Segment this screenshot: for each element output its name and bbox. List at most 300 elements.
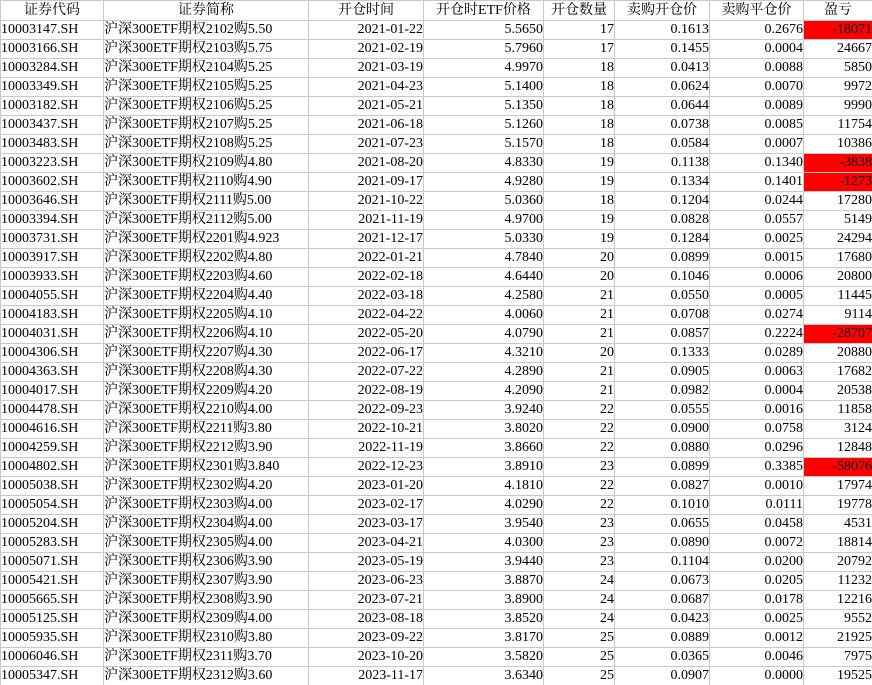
cell-profit-loss[interactable]: 12848 bbox=[804, 439, 872, 458]
cell-open-quantity[interactable]: 23 bbox=[544, 458, 615, 477]
cell-security-code[interactable]: 10005935.SH bbox=[1, 629, 104, 648]
cell-sell-call-close-price[interactable]: 0.0007 bbox=[710, 135, 804, 154]
cell-etf-price-at-open[interactable]: 4.8330 bbox=[424, 154, 544, 173]
col-header-sell-call-open-price[interactable]: 卖购开仓价 bbox=[615, 1, 710, 21]
cell-sell-call-close-price[interactable]: 0.0000 bbox=[710, 667, 804, 685]
cell-etf-price-at-open[interactable]: 3.9540 bbox=[424, 515, 544, 534]
cell-security-code[interactable]: 10005347.SH bbox=[1, 667, 104, 685]
cell-security-name[interactable]: 沪深300ETF期权2203购4.60 bbox=[104, 268, 309, 287]
col-header-sell-call-close-price[interactable]: 卖购平仓价 bbox=[710, 1, 804, 21]
cell-security-name[interactable]: 沪深300ETF期权2111购5.00 bbox=[104, 192, 309, 211]
cell-security-code[interactable]: 10005283.SH bbox=[1, 534, 104, 553]
cell-open-quantity[interactable]: 19 bbox=[544, 230, 615, 249]
cell-profit-loss[interactable]: 17280 bbox=[804, 192, 872, 211]
table-row bbox=[1, 287, 872, 306]
cell-etf-price-at-open[interactable]: 3.8900 bbox=[424, 591, 544, 610]
cell-etf-price-at-open[interactable]: 3.8660 bbox=[424, 439, 544, 458]
cell-security-name[interactable]: 沪深300ETF期权2104购5.25 bbox=[104, 59, 309, 78]
cell-security-code[interactable]: 10003394.SH bbox=[1, 211, 104, 230]
cell-sell-call-close-price[interactable]: 0.0089 bbox=[710, 97, 804, 116]
cell-sell-call-close-price[interactable]: 0.0006 bbox=[710, 268, 804, 287]
cell-security-code[interactable]: 10004616.SH bbox=[1, 420, 104, 439]
cell-open-quantity[interactable]: 20 bbox=[544, 249, 615, 268]
col-header-security-name[interactable]: 证券简称 bbox=[104, 1, 309, 21]
cell-open-quantity[interactable]: 22 bbox=[544, 401, 615, 420]
cell-security-code[interactable]: 10003933.SH bbox=[1, 268, 104, 287]
cell-sell-call-open-price[interactable]: 0.1104 bbox=[615, 553, 710, 572]
cell-security-name[interactable]: 沪深300ETF期权2107购5.25 bbox=[104, 116, 309, 135]
cell-sell-call-open-price[interactable]: 0.1138 bbox=[615, 154, 710, 173]
cell-open-date[interactable]: 2023-05-19 bbox=[309, 553, 424, 572]
cell-sell-call-close-price[interactable]: 0.0178 bbox=[710, 591, 804, 610]
cell-sell-call-close-price[interactable]: 0.2676 bbox=[710, 21, 804, 40]
cell-security-code[interactable]: 10004183.SH bbox=[1, 306, 104, 325]
cell-etf-price-at-open[interactable]: 5.0330 bbox=[424, 230, 544, 249]
cell-security-code[interactable]: 10003731.SH bbox=[1, 230, 104, 249]
cell-open-quantity[interactable]: 25 bbox=[544, 648, 615, 667]
cell-open-quantity[interactable]: 18 bbox=[544, 135, 615, 154]
cell-sell-call-open-price[interactable]: 0.0708 bbox=[615, 306, 710, 325]
cell-profit-loss[interactable]: 11445 bbox=[804, 287, 872, 306]
cell-open-quantity[interactable]: 21 bbox=[544, 382, 615, 401]
cell-etf-price-at-open[interactable]: 4.0060 bbox=[424, 306, 544, 325]
cell-etf-price-at-open[interactable]: 3.8170 bbox=[424, 629, 544, 648]
cell-etf-price-at-open[interactable]: 4.9280 bbox=[424, 173, 544, 192]
cell-open-date[interactable]: 2023-02-17 bbox=[309, 496, 424, 515]
cell-security-code[interactable]: 10006046.SH bbox=[1, 648, 104, 667]
cell-sell-call-open-price[interactable]: 0.0857 bbox=[615, 325, 710, 344]
cell-open-quantity[interactable]: 20 bbox=[544, 268, 615, 287]
cell-security-name[interactable]: 沪深300ETF期权2309购4.00 bbox=[104, 610, 309, 629]
cell-open-date[interactable]: 2022-07-22 bbox=[309, 363, 424, 382]
cell-sell-call-close-price[interactable]: 0.0274 bbox=[710, 306, 804, 325]
cell-security-name[interactable]: 沪深300ETF期权2212购3.90 bbox=[104, 439, 309, 458]
cell-sell-call-open-price[interactable]: 0.0880 bbox=[615, 439, 710, 458]
cell-sell-call-close-price[interactable]: 0.0025 bbox=[710, 610, 804, 629]
cell-profit-loss[interactable]: 7975 bbox=[804, 648, 872, 667]
cell-open-date[interactable]: 2021-10-22 bbox=[309, 192, 424, 211]
table-row bbox=[1, 135, 872, 154]
table-row bbox=[1, 496, 872, 515]
cell-profit-loss[interactable]: 9552 bbox=[804, 610, 872, 629]
cell-open-quantity[interactable]: 25 bbox=[544, 629, 615, 648]
cell-etf-price-at-open[interactable]: 4.2890 bbox=[424, 363, 544, 382]
col-header-etf-price-at-open[interactable]: 开仓时ETF价格 bbox=[424, 1, 544, 21]
cell-sell-call-open-price[interactable]: 0.0907 bbox=[615, 667, 710, 685]
cell-security-code[interactable]: 10003147.SH bbox=[1, 21, 104, 40]
cell-etf-price-at-open[interactable]: 4.0300 bbox=[424, 534, 544, 553]
cell-sell-call-close-price[interactable]: 0.0244 bbox=[710, 192, 804, 211]
cell-sell-call-open-price[interactable]: 0.1613 bbox=[615, 21, 710, 40]
cell-profit-loss[interactable]: -28707 bbox=[804, 325, 872, 344]
cell-open-quantity[interactable]: 22 bbox=[544, 477, 615, 496]
cell-security-code[interactable]: 10004017.SH bbox=[1, 382, 104, 401]
table-row bbox=[1, 249, 872, 268]
cell-sell-call-open-price[interactable]: 0.0889 bbox=[615, 629, 710, 648]
cell-open-quantity[interactable]: 23 bbox=[544, 534, 615, 553]
cell-sell-call-close-price[interactable]: 0.1401 bbox=[710, 173, 804, 192]
cell-profit-loss[interactable]: 4531 bbox=[804, 515, 872, 534]
cell-sell-call-open-price[interactable]: 0.0899 bbox=[615, 458, 710, 477]
cell-etf-price-at-open[interactable]: 3.6340 bbox=[424, 667, 544, 685]
cell-profit-loss[interactable]: -1273 bbox=[804, 173, 872, 192]
cell-sell-call-open-price[interactable]: 0.1010 bbox=[615, 496, 710, 515]
cell-etf-price-at-open[interactable]: 4.2090 bbox=[424, 382, 544, 401]
cell-sell-call-close-price[interactable]: 0.0070 bbox=[710, 78, 804, 97]
cell-etf-price-at-open[interactable]: 4.1810 bbox=[424, 477, 544, 496]
cell-security-name[interactable]: 沪深300ETF期权2307购3.90 bbox=[104, 572, 309, 591]
cell-sell-call-open-price[interactable]: 0.0644 bbox=[615, 97, 710, 116]
cell-profit-loss[interactable]: 20792 bbox=[804, 553, 872, 572]
cell-sell-call-open-price[interactable]: 0.0655 bbox=[615, 515, 710, 534]
cell-open-quantity[interactable]: 17 bbox=[544, 40, 615, 59]
cell-security-name[interactable]: 沪深300ETF期权2303购4.00 bbox=[104, 496, 309, 515]
cell-open-date[interactable]: 2021-01-22 bbox=[309, 21, 424, 40]
cell-security-name[interactable]: 沪深300ETF期权2108购5.25 bbox=[104, 135, 309, 154]
cell-sell-call-close-price[interactable]: 0.1340 bbox=[710, 154, 804, 173]
cell-profit-loss[interactable]: 20800 bbox=[804, 268, 872, 287]
cell-open-date[interactable]: 2022-12-23 bbox=[309, 458, 424, 477]
cell-profit-loss[interactable]: 5149 bbox=[804, 211, 872, 230]
cell-open-quantity[interactable]: 22 bbox=[544, 420, 615, 439]
table-row bbox=[1, 420, 872, 439]
cell-security-name[interactable]: 沪深300ETF期权2311购3.70 bbox=[104, 648, 309, 667]
cell-profit-loss[interactable]: 5850 bbox=[804, 59, 872, 78]
cell-security-name[interactable]: 沪深300ETF期权2109购4.80 bbox=[104, 154, 309, 173]
cell-open-date[interactable]: 2022-01-21 bbox=[309, 249, 424, 268]
cell-sell-call-open-price[interactable]: 0.0687 bbox=[615, 591, 710, 610]
cell-sell-call-open-price[interactable]: 0.1284 bbox=[615, 230, 710, 249]
cell-sell-call-close-price[interactable]: 0.0005 bbox=[710, 287, 804, 306]
cell-profit-loss[interactable]: 9972 bbox=[804, 78, 872, 97]
cell-security-name[interactable]: 沪深300ETF期权2105购5.25 bbox=[104, 78, 309, 97]
cell-profit-loss[interactable]: 20538 bbox=[804, 382, 872, 401]
cell-security-code[interactable]: 10005665.SH bbox=[1, 591, 104, 610]
cell-security-name[interactable]: 沪深300ETF期权2211购3.80 bbox=[104, 420, 309, 439]
cell-open-date[interactable]: 2022-06-17 bbox=[309, 344, 424, 363]
cell-security-code[interactable]: 10004478.SH bbox=[1, 401, 104, 420]
cell-open-date[interactable]: 2023-08-18 bbox=[309, 610, 424, 629]
cell-sell-call-close-price[interactable]: 0.0063 bbox=[710, 363, 804, 382]
cell-profit-loss[interactable]: 19778 bbox=[804, 496, 872, 515]
cell-security-code[interactable]: 10005071.SH bbox=[1, 553, 104, 572]
cell-profit-loss[interactable]: 17974 bbox=[804, 477, 872, 496]
cell-security-code[interactable]: 10003284.SH bbox=[1, 59, 104, 78]
table-row bbox=[1, 382, 872, 401]
cell-security-name[interactable]: 沪深300ETF期权2308购3.90 bbox=[104, 591, 309, 610]
cell-open-quantity[interactable]: 17 bbox=[544, 21, 615, 40]
cell-open-date[interactable]: 2022-03-18 bbox=[309, 287, 424, 306]
cell-open-quantity[interactable]: 21 bbox=[544, 306, 615, 325]
cell-security-code[interactable]: 10005038.SH bbox=[1, 477, 104, 496]
cell-etf-price-at-open[interactable]: 5.1400 bbox=[424, 78, 544, 97]
cell-security-name[interactable]: 沪深300ETF期权2302购4.20 bbox=[104, 477, 309, 496]
cell-security-name[interactable]: 沪深300ETF期权2110购4.90 bbox=[104, 173, 309, 192]
cell-security-code[interactable]: 10003646.SH bbox=[1, 192, 104, 211]
cell-open-quantity[interactable]: 21 bbox=[544, 363, 615, 382]
cell-etf-price-at-open[interactable]: 5.5650 bbox=[424, 21, 544, 40]
cell-security-code[interactable]: 10004363.SH bbox=[1, 363, 104, 382]
cell-security-code[interactable]: 10003349.SH bbox=[1, 78, 104, 97]
cell-sell-call-open-price[interactable]: 0.1333 bbox=[615, 344, 710, 363]
cell-security-code[interactable]: 10003437.SH bbox=[1, 116, 104, 135]
cell-open-date[interactable]: 2022-02-18 bbox=[309, 268, 424, 287]
col-header-open-quantity[interactable]: 开仓数量 bbox=[544, 1, 615, 21]
cell-open-date[interactable]: 2021-02-19 bbox=[309, 40, 424, 59]
cell-open-quantity[interactable]: 18 bbox=[544, 116, 615, 135]
cell-security-code[interactable]: 10005204.SH bbox=[1, 515, 104, 534]
cell-security-name[interactable]: 沪深300ETF期权2106购5.25 bbox=[104, 97, 309, 116]
cell-open-quantity[interactable]: 23 bbox=[544, 515, 615, 534]
cell-open-quantity[interactable]: 20 bbox=[544, 344, 615, 363]
cell-security-code[interactable]: 10004259.SH bbox=[1, 439, 104, 458]
cell-open-quantity[interactable]: 25 bbox=[544, 667, 615, 685]
cell-open-date[interactable]: 2023-09-22 bbox=[309, 629, 424, 648]
cell-open-date[interactable]: 2023-04-21 bbox=[309, 534, 424, 553]
cell-open-date[interactable]: 2021-08-20 bbox=[309, 154, 424, 173]
cell-profit-loss[interactable]: -3838 bbox=[804, 154, 872, 173]
cell-etf-price-at-open[interactable]: 4.7840 bbox=[424, 249, 544, 268]
cell-security-name[interactable]: 沪深300ETF期权2204购4.40 bbox=[104, 287, 309, 306]
cell-open-date[interactable]: 2021-07-23 bbox=[309, 135, 424, 154]
cell-open-date[interactable]: 2021-12-17 bbox=[309, 230, 424, 249]
cell-open-date[interactable]: 2022-10-21 bbox=[309, 420, 424, 439]
cell-sell-call-close-price[interactable]: 0.0085 bbox=[710, 116, 804, 135]
cell-open-quantity[interactable]: 24 bbox=[544, 610, 615, 629]
cell-etf-price-at-open[interactable]: 5.1260 bbox=[424, 116, 544, 135]
cell-profit-loss[interactable]: 21925 bbox=[804, 629, 872, 648]
cell-sell-call-open-price[interactable]: 0.1204 bbox=[615, 192, 710, 211]
cell-sell-call-open-price[interactable]: 0.0365 bbox=[615, 648, 710, 667]
cell-security-name[interactable]: 沪深300ETF期权2206购4.10 bbox=[104, 325, 309, 344]
cell-sell-call-close-price[interactable]: 0.0205 bbox=[710, 572, 804, 591]
cell-sell-call-close-price[interactable]: 0.3385 bbox=[710, 458, 804, 477]
table-row bbox=[1, 154, 872, 173]
cell-open-date[interactable]: 2023-06-23 bbox=[309, 572, 424, 591]
cell-open-date[interactable]: 2021-06-18 bbox=[309, 116, 424, 135]
cell-etf-price-at-open[interactable]: 4.0790 bbox=[424, 325, 544, 344]
cell-security-code[interactable]: 10003166.SH bbox=[1, 40, 104, 59]
cell-etf-price-at-open[interactable]: 4.6440 bbox=[424, 268, 544, 287]
cell-open-date[interactable]: 2022-04-22 bbox=[309, 306, 424, 325]
table-row bbox=[1, 21, 872, 40]
cell-open-quantity[interactable]: 18 bbox=[544, 78, 615, 97]
cell-sell-call-open-price[interactable]: 0.1455 bbox=[615, 40, 710, 59]
cell-sell-call-open-price[interactable]: 0.0584 bbox=[615, 135, 710, 154]
cell-profit-loss[interactable]: 19525 bbox=[804, 667, 872, 685]
cell-open-quantity[interactable]: 22 bbox=[544, 439, 615, 458]
cell-profit-loss[interactable]: 18814 bbox=[804, 534, 872, 553]
cell-etf-price-at-open[interactable]: 3.8520 bbox=[424, 610, 544, 629]
cell-open-date[interactable]: 2022-05-20 bbox=[309, 325, 424, 344]
cell-sell-call-close-price[interactable]: 0.0004 bbox=[710, 40, 804, 59]
cell-open-date[interactable]: 2023-01-20 bbox=[309, 477, 424, 496]
cell-security-code[interactable]: 10003483.SH bbox=[1, 135, 104, 154]
cell-etf-price-at-open[interactable]: 4.3210 bbox=[424, 344, 544, 363]
cell-open-date[interactable]: 2021-11-19 bbox=[309, 211, 424, 230]
cell-sell-call-open-price[interactable]: 0.0550 bbox=[615, 287, 710, 306]
cell-profit-loss[interactable]: 24294 bbox=[804, 230, 872, 249]
cell-sell-call-open-price[interactable]: 0.0982 bbox=[615, 382, 710, 401]
cell-etf-price-at-open[interactable]: 5.7960 bbox=[424, 40, 544, 59]
cell-sell-call-close-price[interactable]: 0.0072 bbox=[710, 534, 804, 553]
cell-security-name[interactable]: 沪深300ETF期权2312购3.60 bbox=[104, 667, 309, 685]
cell-security-name[interactable]: 沪深300ETF期权2205购4.10 bbox=[104, 306, 309, 325]
cell-etf-price-at-open[interactable]: 5.0360 bbox=[424, 192, 544, 211]
cell-security-name[interactable]: 沪深300ETF期权2305购4.00 bbox=[104, 534, 309, 553]
cell-sell-call-close-price[interactable]: 0.0012 bbox=[710, 629, 804, 648]
cell-etf-price-at-open[interactable]: 3.9440 bbox=[424, 553, 544, 572]
cell-etf-price-at-open[interactable]: 3.9240 bbox=[424, 401, 544, 420]
cell-profit-loss[interactable]: 9114 bbox=[804, 306, 872, 325]
cell-sell-call-open-price[interactable]: 0.0555 bbox=[615, 401, 710, 420]
cell-profit-loss[interactable]: 10386 bbox=[804, 135, 872, 154]
cell-security-name[interactable]: 沪深300ETF期权2207购4.30 bbox=[104, 344, 309, 363]
cell-security-code[interactable]: 10003223.SH bbox=[1, 154, 104, 173]
cell-sell-call-open-price[interactable]: 0.0738 bbox=[615, 116, 710, 135]
cell-sell-call-open-price[interactable]: 0.0423 bbox=[615, 610, 710, 629]
cell-open-date[interactable]: 2022-08-19 bbox=[309, 382, 424, 401]
table-row bbox=[1, 648, 872, 667]
cell-security-name[interactable]: 沪深300ETF期权2210购4.00 bbox=[104, 401, 309, 420]
cell-sell-call-open-price[interactable]: 0.1334 bbox=[615, 173, 710, 192]
cell-etf-price-at-open[interactable]: 3.8870 bbox=[424, 572, 544, 591]
cell-security-name[interactable]: 沪深300ETF期权2112购5.00 bbox=[104, 211, 309, 230]
cell-sell-call-close-price[interactable]: 0.0016 bbox=[710, 401, 804, 420]
cell-sell-call-close-price[interactable]: 0.0200 bbox=[710, 553, 804, 572]
cell-sell-call-close-price[interactable]: 0.0015 bbox=[710, 249, 804, 268]
col-header-security-code[interactable]: 证券代码 bbox=[1, 1, 104, 21]
cell-sell-call-close-price[interactable]: 0.0010 bbox=[710, 477, 804, 496]
cell-profit-loss[interactable]: 11858 bbox=[804, 401, 872, 420]
cell-sell-call-close-price[interactable]: 0.0088 bbox=[710, 59, 804, 78]
cell-sell-call-close-price[interactable]: 0.0557 bbox=[710, 211, 804, 230]
cell-etf-price-at-open[interactable]: 3.5820 bbox=[424, 648, 544, 667]
cell-security-name[interactable]: 沪深300ETF期权2102购5.50 bbox=[104, 21, 309, 40]
cell-profit-loss[interactable]: 20880 bbox=[804, 344, 872, 363]
cell-open-quantity[interactable]: 18 bbox=[544, 59, 615, 78]
cell-sell-call-close-price[interactable]: 0.0758 bbox=[710, 420, 804, 439]
cell-security-name[interactable]: 沪深300ETF期权2208购4.30 bbox=[104, 363, 309, 382]
cell-sell-call-open-price[interactable]: 0.0413 bbox=[615, 59, 710, 78]
cell-sell-call-open-price[interactable]: 0.0899 bbox=[615, 249, 710, 268]
cell-etf-price-at-open[interactable]: 3.8020 bbox=[424, 420, 544, 439]
cell-open-quantity[interactable]: 23 bbox=[544, 553, 615, 572]
cell-profit-loss[interactable]: -58076 bbox=[804, 458, 872, 477]
cell-sell-call-close-price[interactable]: 0.0025 bbox=[710, 230, 804, 249]
cell-open-quantity[interactable]: 18 bbox=[544, 192, 615, 211]
cell-open-date[interactable]: 2021-09-17 bbox=[309, 173, 424, 192]
cell-security-name[interactable]: 沪深300ETF期权2304购4.00 bbox=[104, 515, 309, 534]
table-row bbox=[1, 439, 872, 458]
cell-open-quantity[interactable]: 19 bbox=[544, 211, 615, 230]
cell-security-name[interactable]: 沪深300ETF期权2301购3.840 bbox=[104, 458, 309, 477]
cell-profit-loss[interactable]: 11754 bbox=[804, 116, 872, 135]
cell-open-date[interactable]: 2023-03-17 bbox=[309, 515, 424, 534]
cell-etf-price-at-open[interactable]: 4.0290 bbox=[424, 496, 544, 515]
cell-profit-loss[interactable]: 11232 bbox=[804, 572, 872, 591]
cell-open-quantity[interactable]: 24 bbox=[544, 572, 615, 591]
cell-profit-loss[interactable]: 9990 bbox=[804, 97, 872, 116]
col-header-profit-loss[interactable]: 盈亏 bbox=[804, 1, 872, 21]
cell-sell-call-close-price[interactable]: 0.0296 bbox=[710, 439, 804, 458]
cell-open-quantity[interactable]: 21 bbox=[544, 287, 615, 306]
cell-security-code[interactable]: 10003602.SH bbox=[1, 173, 104, 192]
cell-open-quantity[interactable]: 21 bbox=[544, 325, 615, 344]
cell-security-name[interactable]: 沪深300ETF期权2202购4.80 bbox=[104, 249, 309, 268]
cell-open-date[interactable]: 2021-05-21 bbox=[309, 97, 424, 116]
cell-sell-call-close-price[interactable]: 0.0458 bbox=[710, 515, 804, 534]
cell-open-date[interactable]: 2021-04-23 bbox=[309, 78, 424, 97]
cell-security-code[interactable]: 10004306.SH bbox=[1, 344, 104, 363]
cell-sell-call-open-price[interactable]: 0.1046 bbox=[615, 268, 710, 287]
cell-open-date[interactable]: 2023-11-17 bbox=[309, 667, 424, 685]
cell-etf-price-at-open[interactable]: 4.9700 bbox=[424, 211, 544, 230]
cell-etf-price-at-open[interactable]: 4.2580 bbox=[424, 287, 544, 306]
cell-security-code[interactable]: 10004031.SH bbox=[1, 325, 104, 344]
cell-security-code[interactable]: 10004802.SH bbox=[1, 458, 104, 477]
cell-security-name[interactable]: 沪深300ETF期权2209购4.20 bbox=[104, 382, 309, 401]
cell-sell-call-open-price[interactable]: 0.0828 bbox=[615, 211, 710, 230]
cell-etf-price-at-open[interactable]: 3.8910 bbox=[424, 458, 544, 477]
cell-open-date[interactable]: 2021-03-19 bbox=[309, 59, 424, 78]
cell-profit-loss[interactable]: -18071 bbox=[804, 21, 872, 40]
cell-security-name[interactable]: 沪深300ETF期权2103购5.75 bbox=[104, 40, 309, 59]
cell-security-code[interactable]: 10003917.SH bbox=[1, 249, 104, 268]
cell-sell-call-close-price[interactable]: 0.0004 bbox=[710, 382, 804, 401]
col-header-open-date[interactable]: 开仓时间 bbox=[309, 1, 424, 21]
cell-security-code[interactable]: 10005054.SH bbox=[1, 496, 104, 515]
cell-sell-call-open-price[interactable]: 0.0827 bbox=[615, 477, 710, 496]
cell-open-quantity[interactable]: 22 bbox=[544, 496, 615, 515]
cell-sell-call-open-price[interactable]: 0.0890 bbox=[615, 534, 710, 553]
cell-etf-price-at-open[interactable]: 4.9970 bbox=[424, 59, 544, 78]
table-row bbox=[1, 211, 872, 230]
cell-security-code[interactable]: 10003182.SH bbox=[1, 97, 104, 116]
cell-etf-price-at-open[interactable]: 5.1570 bbox=[424, 135, 544, 154]
cell-security-name[interactable]: 沪深300ETF期权2201购4.923 bbox=[104, 230, 309, 249]
table-row bbox=[1, 401, 872, 420]
cell-profit-loss[interactable]: 24667 bbox=[804, 40, 872, 59]
cell-profit-loss[interactable]: 12216 bbox=[804, 591, 872, 610]
cell-open-quantity[interactable]: 24 bbox=[544, 591, 615, 610]
cell-security-code[interactable]: 10004055.SH bbox=[1, 287, 104, 306]
cell-sell-call-close-price[interactable]: 0.0046 bbox=[710, 648, 804, 667]
cell-security-name[interactable]: 沪深300ETF期权2310购3.80 bbox=[104, 629, 309, 648]
cell-profit-loss[interactable]: 3124 bbox=[804, 420, 872, 439]
cell-open-date[interactable]: 2023-10-20 bbox=[309, 648, 424, 667]
cell-profit-loss[interactable]: 17682 bbox=[804, 363, 872, 382]
cell-sell-call-close-price[interactable]: 0.2224 bbox=[710, 325, 804, 344]
cell-sell-call-open-price[interactable]: 0.0673 bbox=[615, 572, 710, 591]
cell-open-quantity[interactable]: 19 bbox=[544, 173, 615, 192]
cell-open-quantity[interactable]: 19 bbox=[544, 154, 615, 173]
cell-sell-call-close-price[interactable]: 0.0111 bbox=[710, 496, 804, 515]
cell-sell-call-close-price[interactable]: 0.0289 bbox=[710, 344, 804, 363]
cell-profit-loss[interactable]: 17680 bbox=[804, 249, 872, 268]
cell-open-date[interactable]: 2023-07-21 bbox=[309, 591, 424, 610]
cell-sell-call-open-price[interactable]: 0.0905 bbox=[615, 363, 710, 382]
cell-sell-call-open-price[interactable]: 0.0900 bbox=[615, 420, 710, 439]
cell-security-code[interactable]: 10005421.SH bbox=[1, 572, 104, 591]
cell-sell-call-open-price[interactable]: 0.0624 bbox=[615, 78, 710, 97]
cell-etf-price-at-open[interactable]: 5.1350 bbox=[424, 97, 544, 116]
cell-security-name[interactable]: 沪深300ETF期权2306购3.90 bbox=[104, 553, 309, 572]
cell-open-date[interactable]: 2022-11-19 bbox=[309, 439, 424, 458]
cell-open-quantity[interactable]: 18 bbox=[544, 97, 615, 116]
cell-security-code[interactable]: 10005125.SH bbox=[1, 610, 104, 629]
cell-open-date[interactable]: 2022-09-23 bbox=[309, 401, 424, 420]
